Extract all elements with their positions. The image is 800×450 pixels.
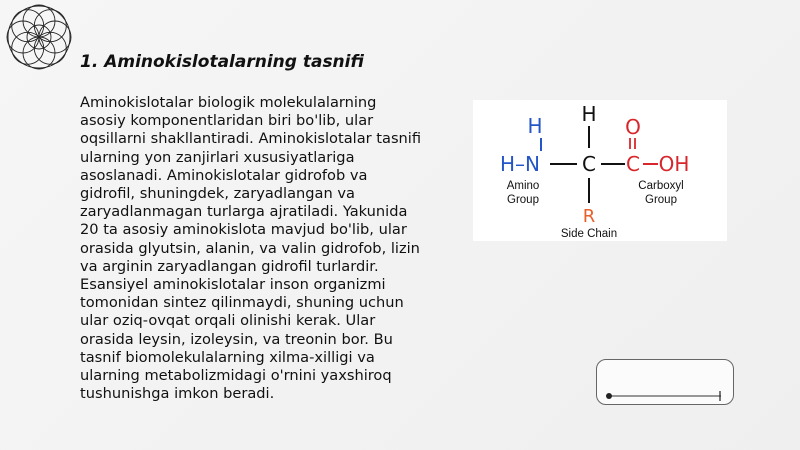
side-chain-r: R xyxy=(582,206,596,227)
side-chain-label: Side Chain xyxy=(560,228,618,240)
carbonyl-o: O xyxy=(625,115,641,139)
carboxyl-group-label-1: Carboxyl xyxy=(638,180,684,192)
alpha-c: C xyxy=(582,152,596,176)
amino-top-h: H xyxy=(527,114,543,138)
amino-h-n: H–N xyxy=(500,152,540,176)
carboxyl-c: C xyxy=(626,152,640,176)
carboxyl-oh: OH xyxy=(658,152,690,176)
slide-body-text: Aminokislotalar biologik molekulalarning asosiy komponentlaridan biri bo'lib, ular oqsillarni shakllantiradi. Aminokislotalar tasnifi ularning yon zanjirlari xususiyatlariga asoslanadi. Aminokislotalar gidrofob va gidrofil, shuningdek, zaryadlangan va zaryadlanmagan turlarga ajratiladi. Yakunida 20 ta asosiy aminokislota mavjud bo'lib, ular orasida glyutsin, alanin, va valin gidrofob, lizin va arginin zaryadlangan gidrofil turlardir. Esansiyel aminokislotalar inson organizmi tomonidan sintez qilinmaydi, shuning uchun ular oziq-ovqat orqali olinishi kerak. Ular orasida leysin, izoleysin, va treonin bor. Bu tasnif biomolekulalarning xilma-xilligi va ularning metabolizmidagi o'rnini yaxshiroq tushunishga imkon beradi. xyxy=(80,94,422,403)
amino-group-label-2: Group xyxy=(507,194,539,206)
amino-group-label-1: Amino xyxy=(506,180,540,192)
alpha-h: H xyxy=(581,102,597,126)
amino-acid-structure-diagram xyxy=(473,100,727,241)
rosette-logo-icon xyxy=(4,2,74,72)
carboxyl-group-label-2: Group xyxy=(645,194,677,206)
media-player-control[interactable] xyxy=(596,359,734,405)
slide-title: 1. Aminokislotalarning tasnifi xyxy=(80,52,364,72)
media-playhead-dot-icon[interactable] xyxy=(606,393,612,399)
